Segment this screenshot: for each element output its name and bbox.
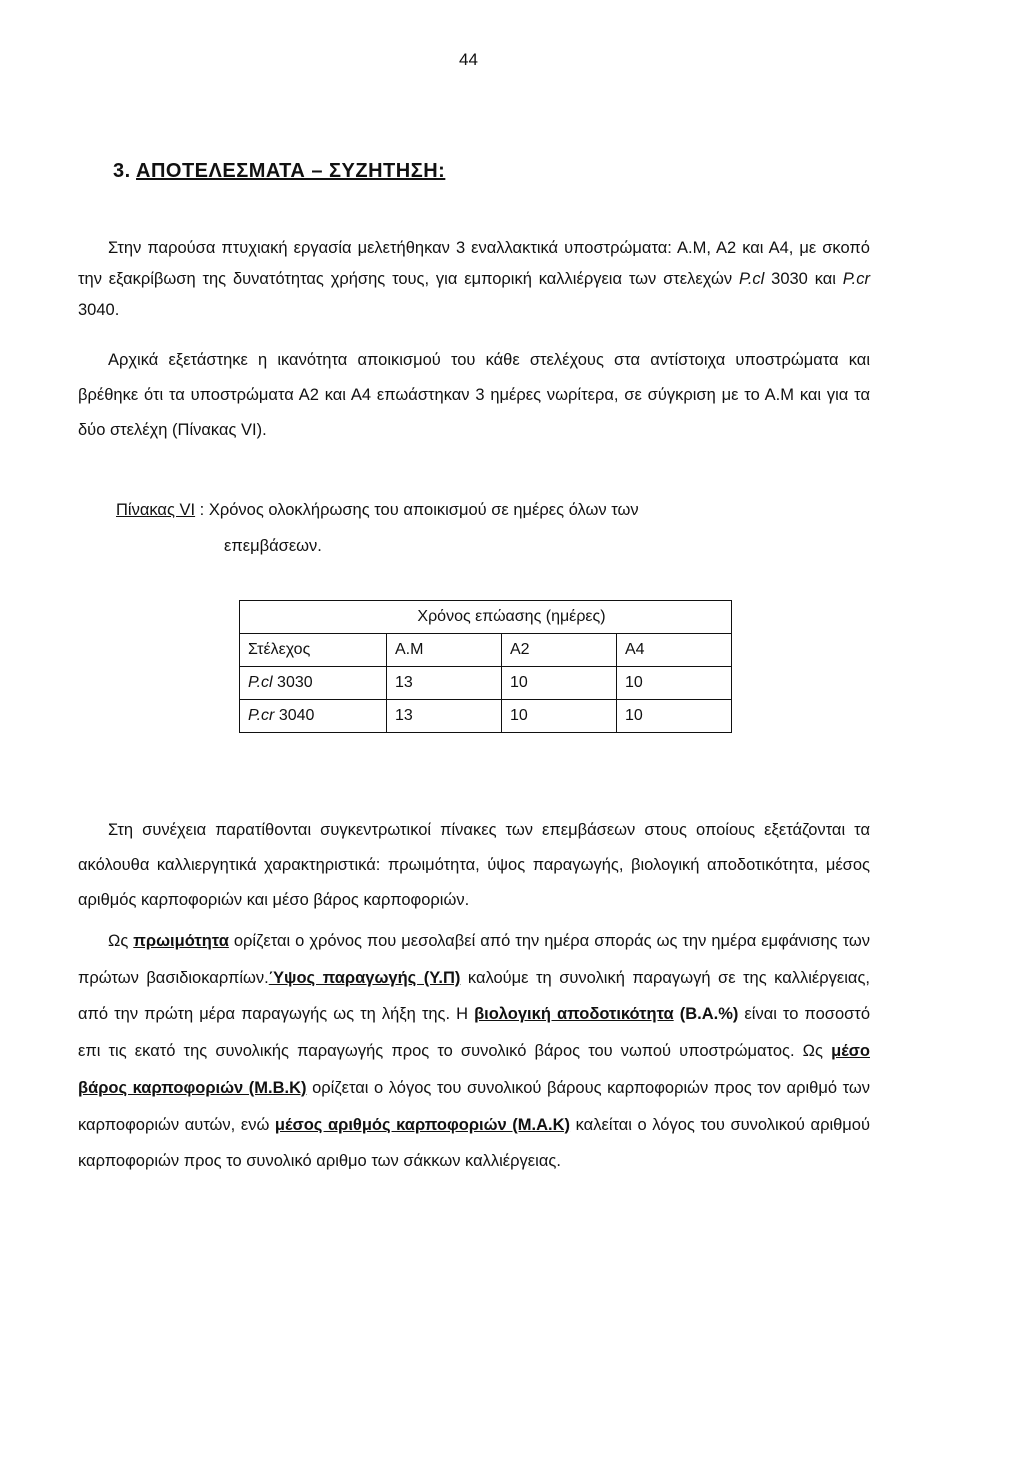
row-a4-value: 10: [617, 700, 732, 733]
def-text: καλούμε τη συνολική παραγωγή σε της καλλιέργειας, από την πρώτη μέρα παραγωγής ως τη λήξη της. Η: [78, 968, 871, 1024]
strain-name-1: P.cl: [738, 270, 765, 288]
term-mean-fruit-weight: μέσο βάρος καρποφοριών (Μ.Β.Κ): [78, 1042, 870, 1097]
table-header-row: [240, 634, 732, 667]
table-caption: [116, 492, 639, 564]
def-text: ορίζεται ο χρόνος που μεσολαβεί από την ημέρα σποράς ως την ημέρα εμφάνισης των πρώτων βασιδιοκαρπίων.: [78, 932, 871, 987]
def-text: είναι το ποσοστό επι τις εκατό της συνολικής παραγωγής προς το συνολικό βάρος του νωπού υποστρώματος. Ως: [78, 1005, 870, 1061]
colonization-paragraph: Αρχικά εξετάστηκε η ικανότητα αποικισμού του κάθε στελέχους στα αντίστοιχα υποστρώματα και βρέθηκε ότι τα υποστρώματα Α2 και Α4 επωάστηκαν 3 ημέρες νωρίτερα, σε σύγκριση με το Α.Μ και για τα δύο στελέχη (Πίνακας VI).: [78, 351, 870, 439]
intro-text: Στην παρούσα πτυχιακή εργασία μελετήθηκαν 3 εναλλακτικά υποστρώματα: Α.Μ, Α2 και Α4, με σκοπό την εξακρίβωση της δυνατότητας χρήσης τους, για εμπορική καλλιέργεια των στελεχών: [78, 239, 870, 288]
table-row: [240, 667, 732, 700]
row-strain-italic: P.cr: [248, 707, 275, 724]
summary-paragraph: Στη συνέχεια παρατίθονται συγκεντρωτικοί πίνακες των επεμβάσεων στους οποίους εξετάζονται τα ακόλουθα καλλιεργητικά χαρακτηριστικά: πρωιμότητα, ύψος παραγωγής, βιολογική αποδοτικότητα, μέσος αριθμός καρποφοριών και μέσο βάρος καρποφοριών.: [78, 821, 870, 909]
row-strain-number: 3040: [274, 707, 315, 724]
strain-number-1: 3030 και: [764, 270, 843, 288]
term-earliness: πρωιμότητα: [133, 932, 229, 950]
table-caption-label: Πίνακας VI: [116, 501, 196, 519]
strain-number-2: 3040.: [78, 301, 120, 319]
row-strain-italic: P.cl: [248, 674, 273, 691]
section-title: ΑΠΟΤΕΛΕΣΜΑΤΑ – ΣΥΖΗΤΗΣΗ:: [136, 160, 446, 182]
row-a2-value: 10: [502, 700, 617, 733]
row-a4-value: 10: [617, 667, 732, 700]
section-heading: [113, 160, 445, 183]
page-number: 44: [459, 50, 478, 69]
def-text: καλείται ο λόγος του συνολικού αριθμού καρποφοριών προς το συνολικό αριθμο των σάκκων καλλιέργειας.: [78, 1115, 871, 1171]
term-biological-efficiency-abbr: (Β.Α.%): [673, 1005, 739, 1024]
table-group-header-row: [240, 601, 732, 634]
table-caption-continuation: επεμβάσεων.: [224, 537, 322, 555]
row-strain: [240, 667, 387, 700]
row-a2-value: 10: [502, 667, 617, 700]
def-text: ορίζεται ο λόγος του συνολικού βάρους καρποφοριών προς τον αριθμό των καρποφοριών αυτών, ενώ: [78, 1078, 870, 1134]
section-number: 3.: [113, 160, 131, 182]
definitions-paragraph: [78, 923, 870, 1180]
term-mean-fruit-number: μέσος αριθμός καρποφοριών (Μ.Α.Κ): [274, 1115, 571, 1134]
header-a4: Α4: [617, 634, 732, 667]
term-biological-efficiency: βιολογική αποδοτικότητα: [474, 1005, 674, 1024]
row-strain-number: 3030: [272, 674, 313, 691]
strain-name-2: P.cr: [842, 270, 870, 288]
table-caption-text: : Χρόνος ολοκλήρωσης του αποικισμού σε ημέρες όλων των: [195, 501, 639, 519]
row-strain: [240, 700, 387, 733]
row-am-value: 13: [387, 667, 502, 700]
table-group-header: Χρόνος επώασης (ημέρες): [240, 601, 732, 634]
header-strain: Στέλεχος: [240, 634, 387, 667]
intro-paragraph: [78, 233, 870, 326]
def-text: Ως: [108, 932, 134, 950]
term-production-height: Ύψος παραγωγής (Υ.Π): [268, 968, 461, 987]
header-am: Α.Μ: [387, 634, 502, 667]
incubation-table: [239, 600, 732, 733]
header-a2: Α2: [502, 634, 617, 667]
row-am-value: 13: [387, 700, 502, 733]
table-row: [240, 700, 732, 733]
